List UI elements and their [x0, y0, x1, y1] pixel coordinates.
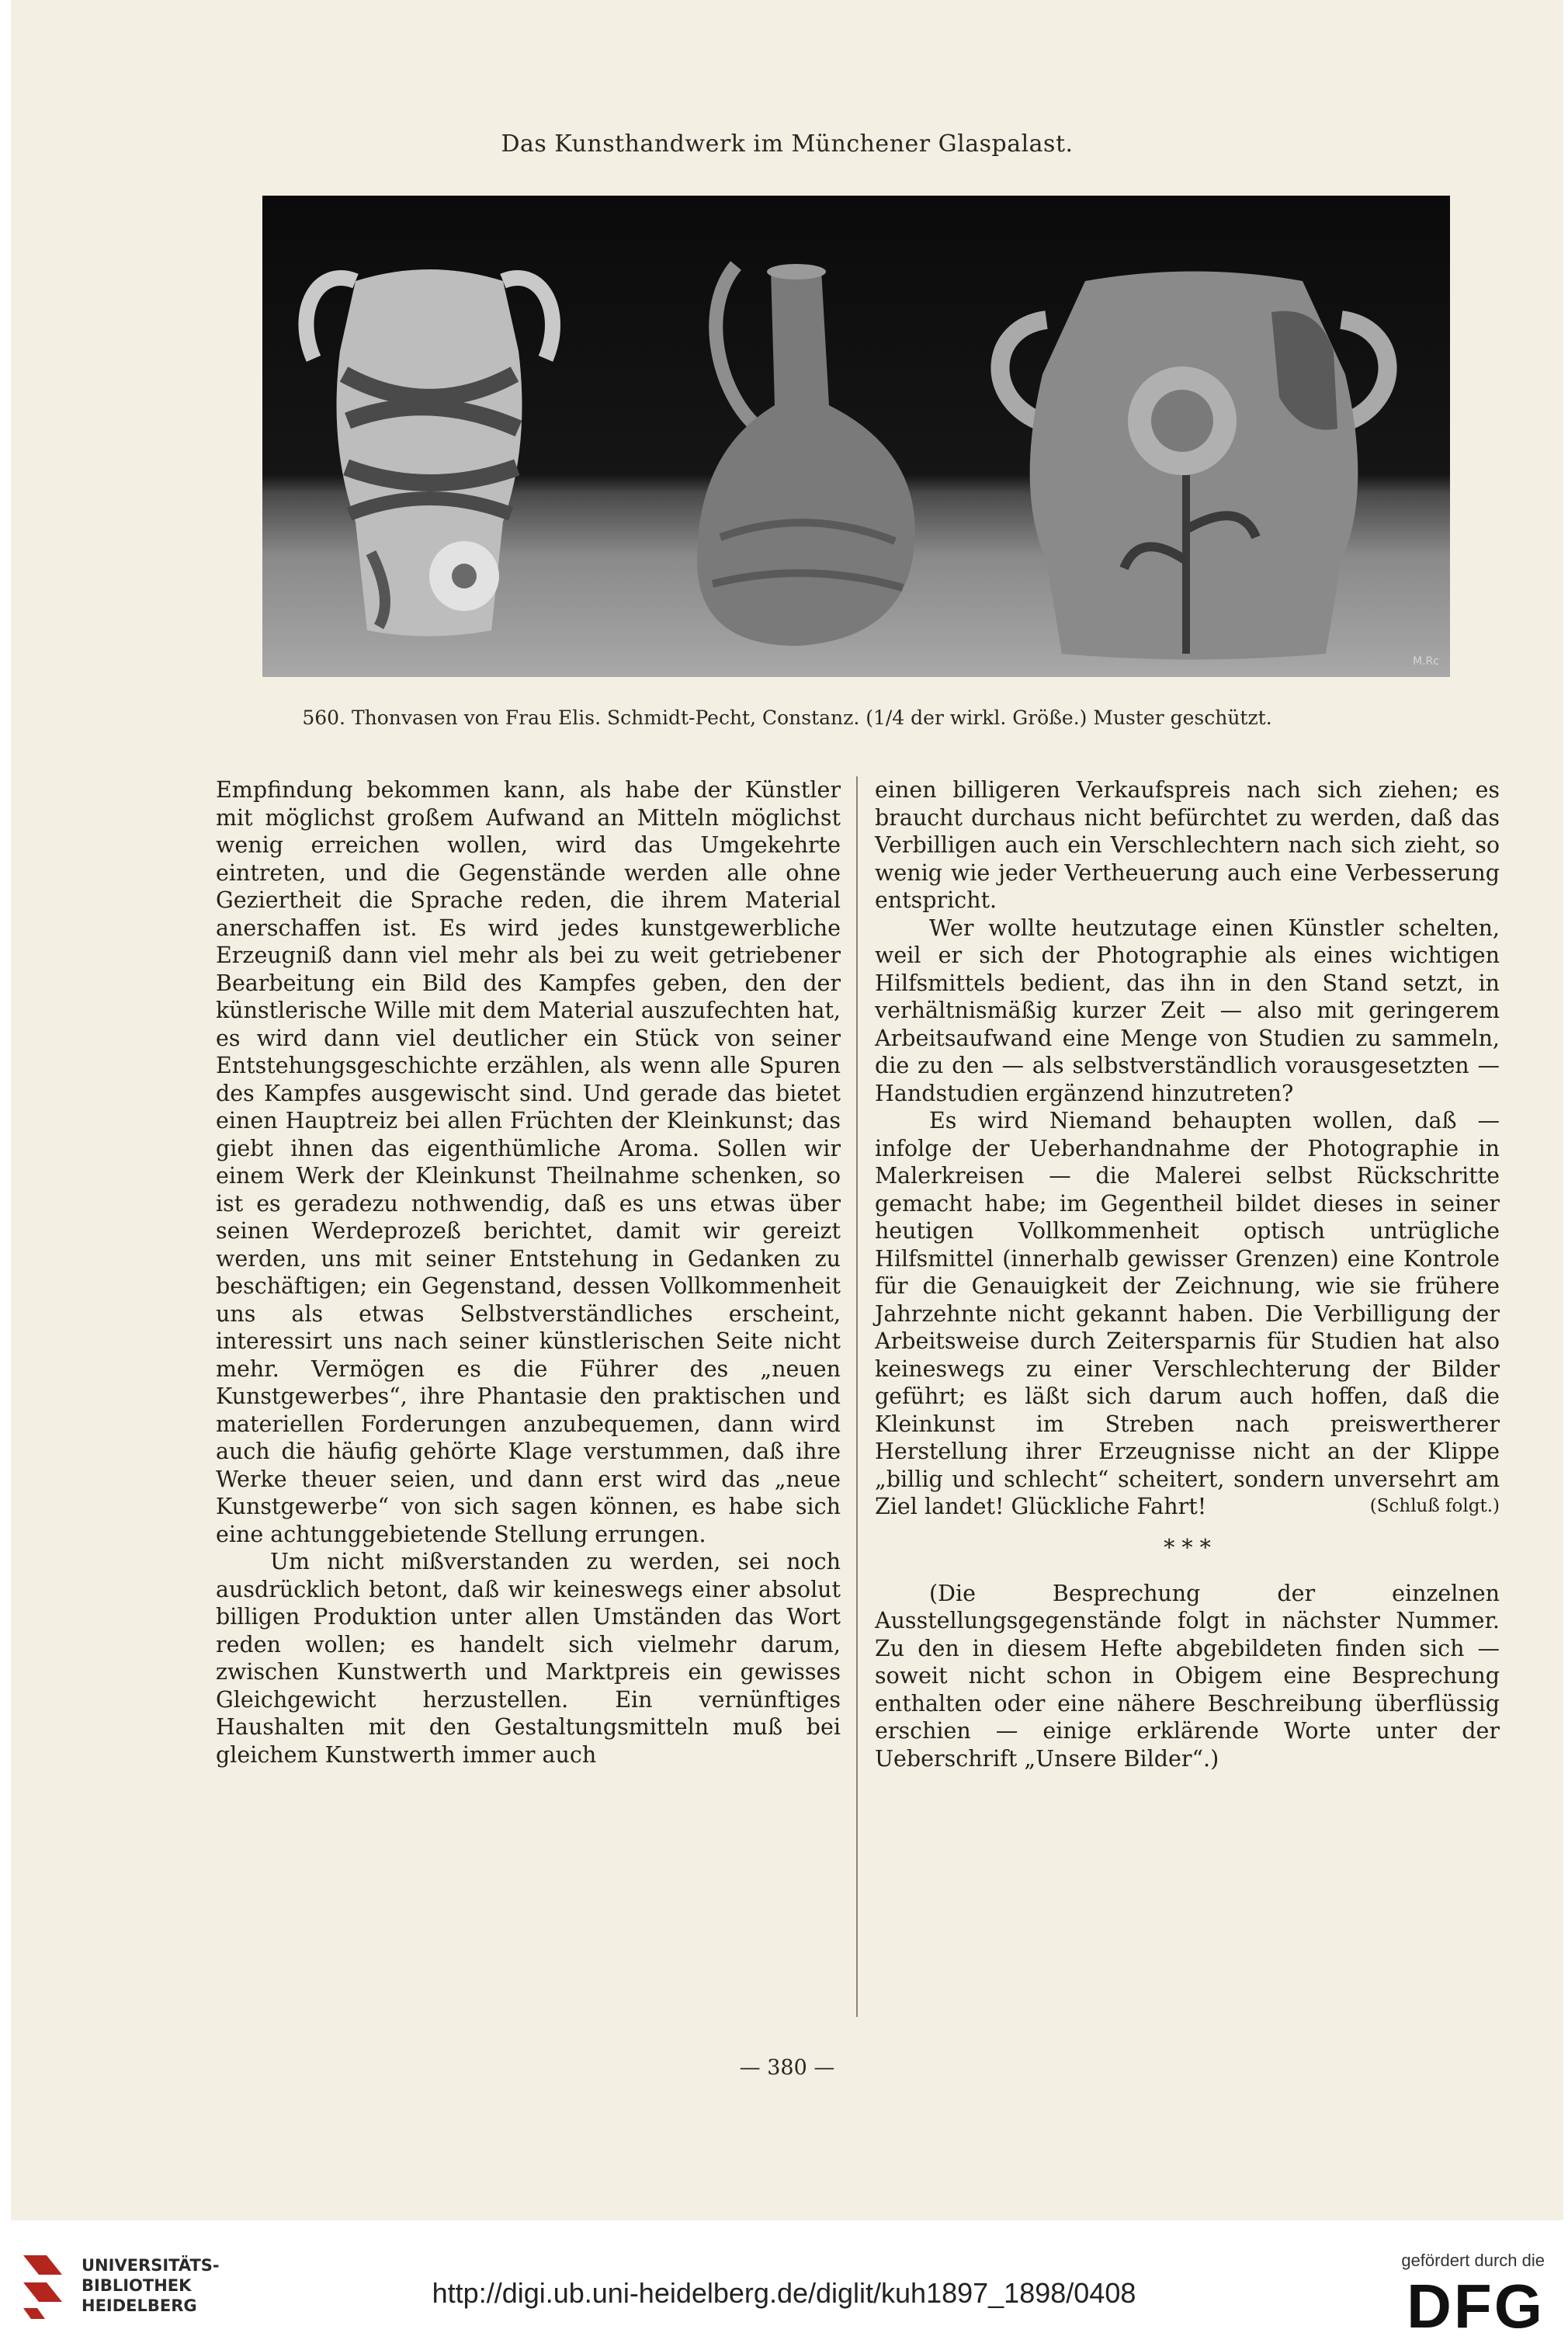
library-line: UNIVERSITÄTS-: [82, 2256, 220, 2275]
right-vase: [1000, 272, 1387, 660]
text-column-right: [875, 776, 1500, 1772]
paragraph: [875, 1107, 1500, 1521]
section-separator: * * *: [1164, 1534, 1211, 1560]
paragraph: Empfindung bekommen kann, als habe der Künstler mit möglichst großem Aufwand an Mitteln möglichst wenig erreichen wollen, wird das Umgekehrte eintreten, und die Gegenstände werden alle ohne Geziertheit die Sprache reden, die ihrem Material anerschaffen ist. Es wird jedes kunstgewerbliche Erzeugniß dann viel mehr als bei zu weit getriebener Bearbeitung ein Bild des Kampfes geben, den der künstlerische Wille mit dem Material auszufechten hat, es wird dann viel deutlicher ein Stück von seiner Entstehungsgeschichte erzählen, als wenn alle Spuren des Kampfes ausgewischt sind. Und gerade das bietet einen Hauptreiz bei allen Früchten der Kleinkunst; das giebt ihnen das eigenthümliche Aroma. Sollen wir einem Werk der Kleinkunst Theilnahme schenken, so ist es geradezu nothwendig, daß es uns etwas über seinen Werdeprozeß berichtet, damit wir gereizt werden, uns mit seiner Entstehung in Gedanken zu beschäftigen; ein Gegenstand, dessen Vollkommenheit uns als etwas Selbstverständliches erscheint, interessirt uns nach seiner künstlerischen Seite nicht mehr. Vermögen es die Führer des „neuen Kunstgewerbes“, ihre Phantasie den praktischen und materiellen Forderungen anzubequemen, dann wird auch die häufig gehörte Klage verstummen, daß ihre Werke theuer seien, und dann erst wird das „neue Kunstgewerbe“ von sich sagen können, es habe sich eine achtunggebietende Stellung errungen.: [216, 777, 841, 1547]
funding-label: gefördert durch die: [1401, 2251, 1545, 2270]
running-title: Das Kunsthandwerk im Münchener Glaspalast.: [501, 130, 1074, 158]
continuation-note: (Schluß folgt.): [1369, 1496, 1500, 1516]
vase-photograph: [262, 196, 1450, 677]
library-line: BIBLIOTHEK: [82, 2276, 192, 2295]
page-number: — 380 —: [739, 2056, 835, 2080]
text-column-left: [216, 776, 841, 1769]
middle-jug: [697, 264, 915, 646]
column-divider: [856, 776, 858, 2017]
paragraph: Um nicht mißverstanden zu werden, sei noch ausdrücklich betont, daß wir keineswegs einer absolut billigen Produktion unter allen Umständen das Wort reden wollen; es handelt sich vielmehr darum, zwischen Kunstwerth und Marktpreis ein gewisses Gleichgewicht herzustellen. Ein vernünftiges Haushalten mit den Gestaltungsmitteln muß bei gleichem Kunstwerth immer auch: [216, 1549, 841, 1768]
photo-watermark: M.Rc: [1413, 655, 1439, 668]
left-vase: [306, 269, 553, 637]
vase-illustration: [262, 196, 1450, 677]
paragraph: Wer wollte heutzutage einen Künstler schelten, weil er sich der Photographie als eines wichtigen Hilfsmittels bedient, das ihn in den Stand setzt, in verhältnismäßig kurzer Zeit — also mit geringerem Arbeitsaufwand eine Menge von Studien zu sammeln, die zu den — als selbstverständlich vorausgesetzten — Handstudien ergänzend hinzutreten?: [875, 915, 1500, 1106]
library-line: HEIDELBERG: [82, 2296, 197, 2315]
dfg-logo: DFG: [1407, 2272, 1545, 2341]
paragraph: einen billigeren Verkaufspreis nach sich ziehen; es braucht durchaus nicht befürchtet zu werden, daß das Verbilligen auch ein Verschlechtern nach sich zieht, so wenig wie jeder Vertheuerung auch eine Verbesserung entspricht.: [875, 777, 1500, 913]
figure-caption: 560. Thonvasen von Frau Elis. Schmidt-Pecht, Constanz. (1/4 der wirkl. Größe.) Muster geschützt.: [302, 706, 1272, 729]
paragraph-text: Es wird Niemand behaupten wollen, daß — infolge der Ueberhandnahme der Photographie in Malerkreisen — die Malerei selbst Rückschritte gemacht habe; im Gegentheil bildet dieses in seiner heutigen Vollkommenheit optisch untrügliche Hilfsmittel (innerhalb gewisser Grenzen) eine Kontrole für die Genauigkeit der Zeichnung, wie sie frühere Jahrzehnte nicht gekannt haben. Die Verbilligung der Arbeitsweise durch Zeitersparnis für Studien hat also keineswegs zu einer Verschlechterung der Bilder geführt; es läßt sich darum auch hoffen, daß die Kleinkunst im Streben nach preiswertherer Herstellung ihrer Erzeugnisse nicht an der Klippe „billig und schlecht“ scheitert, sondern unversehrt am Ziel landet! Glückliche Fahrt!: [875, 1108, 1500, 1519]
scanned-page: [11, 0, 1563, 2220]
source-url-link[interactable]: http://digi.ub.uni-heidelberg.de/diglit/kuh1897_1898/0408: [432, 2277, 1136, 2309]
editorial-note: (Die Besprechung der einzelnen Ausstellungsgegenstände folgt in nächster Nummer. Zu den in diesem Hefte abgebildeten finden sich — soweit nicht schon in Obigem eine Besprechung enthalten oder eine nähere Beschreibung überflüssig erschien — einige erklärende Worte unter der Ueberschrift „Unsere Bilder“.): [875, 1580, 1500, 1772]
